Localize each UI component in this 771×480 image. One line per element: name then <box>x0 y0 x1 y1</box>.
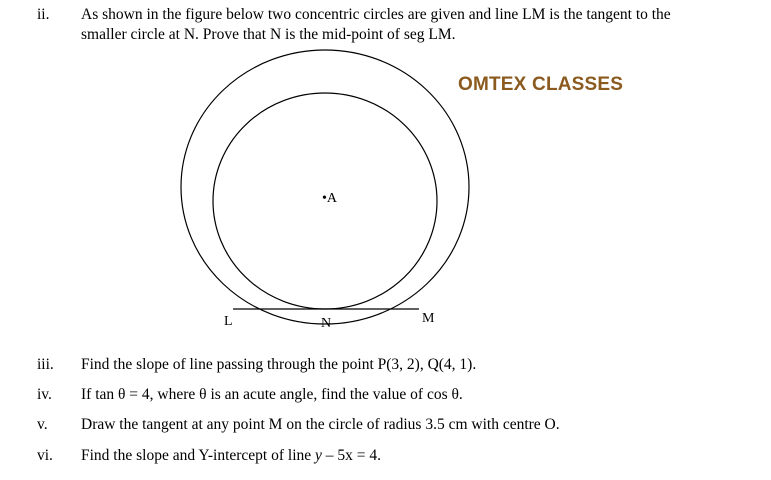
question-text: Draw the tangent at any point M on the circle of radius 3.5 cm with centre O. <box>81 416 560 433</box>
question-text-prefix: Find the slope and Y-intercept of line <box>81 447 316 464</box>
question-text-suffix: – 5x = 4. <box>321 447 382 464</box>
question-text: Find the slope of line passing through the point P(3, 2), Q(4, 1). <box>81 356 477 373</box>
point-label-m: M <box>422 311 435 326</box>
question-number: vi. <box>37 447 53 464</box>
question-number: v. <box>37 416 48 433</box>
outer-circle <box>181 50 469 324</box>
center-label-a: •A <box>322 191 338 206</box>
question-text: If tan θ = 4, where θ is an acute angle, find the value of cos θ. <box>81 386 463 403</box>
question-number: iii. <box>37 356 54 373</box>
math-variable-y: y <box>315 447 322 464</box>
question-text-line1: As shown in the figure below two concentric circles are given and line LM is the tangent to the <box>81 6 671 23</box>
question-text <box>81 447 381 465</box>
question-number: ii. <box>37 6 50 23</box>
point-label-n: N <box>321 316 332 331</box>
point-label-l: L <box>224 314 233 329</box>
question-text-line2: smaller circle at N. Prove that N is the mid-point of seg LM. <box>81 26 456 43</box>
brand-watermark: OMTEX CLASSES <box>458 74 624 95</box>
question-number: iv. <box>37 386 52 403</box>
